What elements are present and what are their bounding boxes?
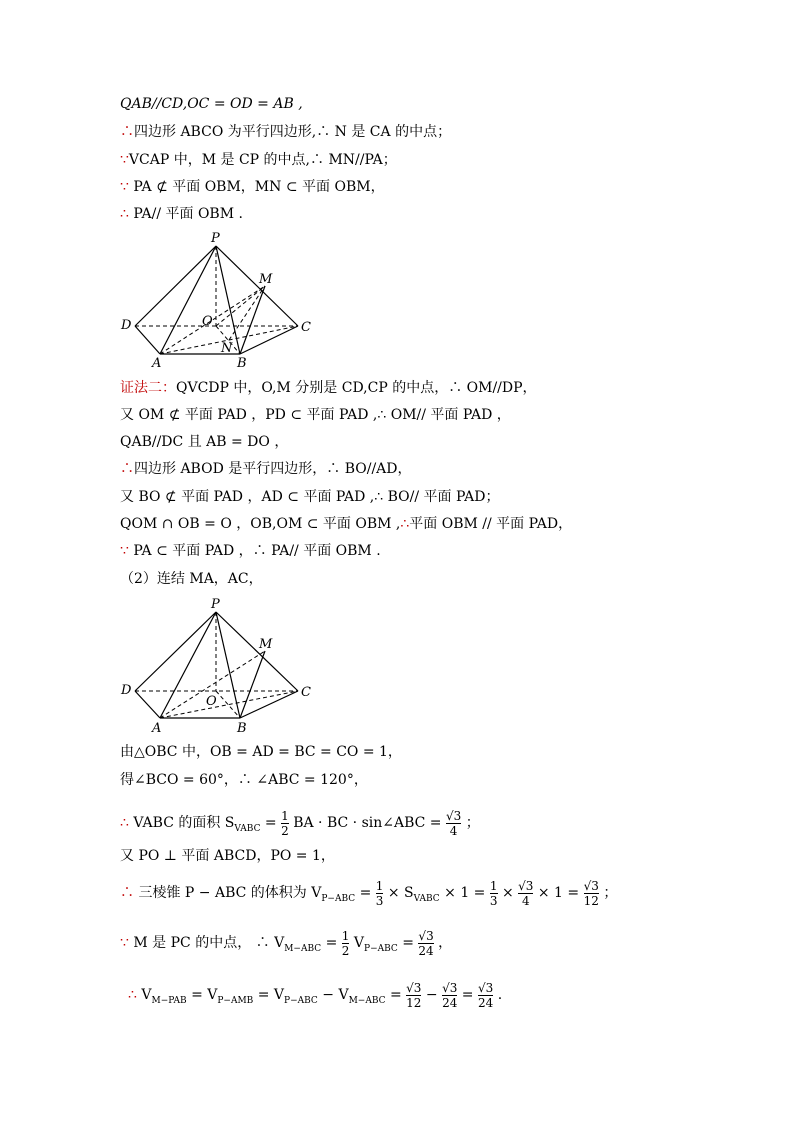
label-C: C bbox=[301, 320, 311, 335]
label-D: D bbox=[121, 683, 132, 698]
label-D: D bbox=[121, 318, 132, 333]
label-P: P bbox=[211, 231, 220, 246]
label-A: A bbox=[152, 721, 162, 736]
formula-line: ∴ 三棱锥 P − ABC 的体积为 $V_{P-ABC}$ = $\frac{1}{3}$ × $S_{VABC} \times 1$ = $\frac{1}{3}$ × $\frac{√3}{4}$ × 1 = $\frac{√3}{12}$ ； bbox=[120, 878, 618, 908]
text-line: 又 PO ⊥ 平面 ABCD，PO = 1， bbox=[120, 848, 335, 864]
text-line: ∴四边形 ABCO 为平行四边形,∴ N 是 CA 的中点； bbox=[120, 124, 452, 140]
label-A: A bbox=[152, 356, 162, 370]
text-line: 又 OM ⊄ 平面 PAD ，PD ⊂ 平面 PAD ,∴ OM// 平面 PAD ， bbox=[120, 407, 511, 423]
label-B: B bbox=[237, 356, 247, 370]
label-O: O bbox=[202, 314, 213, 329]
label-N: N bbox=[221, 341, 233, 356]
text-line: （2）连结 MA，AC， bbox=[120, 571, 263, 587]
label-C: C bbox=[301, 685, 311, 700]
label-O: O bbox=[206, 694, 217, 709]
text-line: ∵VCAP 中，M 是 CP 的中点,∴ MN//PA； bbox=[120, 152, 397, 168]
text-line: 证法二：QVCDP 中，O,M 分别是 CD,CP 的中点，∴ OM//DP， bbox=[120, 380, 537, 396]
pyramid-figure-2 bbox=[115, 594, 325, 736]
text-line: QAB//CD,OC = OD = AB , bbox=[120, 96, 303, 112]
text-line: ∵ PA ⊂ 平面 PAD ，∴ PA// 平面 OBM . bbox=[120, 543, 381, 559]
label-P: P bbox=[211, 597, 220, 612]
formula-line: ∴ $V_{M-PAB} = V_{P-AMB} = V_{P-ABC} - V_{M-ABC}$ = $\frac{√3}{12}$ − $\frac{√3}{24}$ = $\frac{√3}{24}$ . bbox=[128, 980, 503, 1010]
text-line: 得∠BCO = 60°，∴ ∠ABC = 120°， bbox=[120, 772, 368, 788]
label-M: M bbox=[259, 272, 273, 287]
text-line: ∵ PA ⊄ 平面 OBM，MN ⊂ 平面 OBM， bbox=[120, 179, 385, 195]
text-line: 又 BO ⊄ 平面 PAD ，AD ⊂ 平面 PAD ,∴ BO// 平面 PAD； bbox=[120, 489, 500, 505]
label-B: B bbox=[237, 721, 247, 736]
text-line: QAB//DC 且 AB = DO ， bbox=[120, 434, 289, 450]
formula-line: ∵ M 是 PC 的中点， ∴ $V_{M-ABC}$ = $\frac{1}{2}$ $V_{P-ABC}$ = $\frac{√3}{24}$ ， bbox=[120, 928, 453, 958]
text-line: 由△OBC 中，OB = AD = BC = CO = 1， bbox=[120, 744, 402, 760]
text-line: ∴ PA// 平面 OBM . bbox=[120, 206, 243, 222]
formula-line: ∴ VABC 的面积 $S_{VABC}$ = $\frac{1}{2}$ BA · BC · sin∠ABC = $\frac{√3}{4}$ ； bbox=[120, 808, 480, 838]
pyramid-figure-1 bbox=[115, 228, 325, 370]
label-M: M bbox=[259, 637, 273, 652]
text-line: ∴四边形 ABOD 是平行四边形，∴ BO//AD， bbox=[120, 461, 412, 477]
text-line: QOM ∩ OB = O ，OB,OM ⊂ 平面 OBM ,∴平面 OBM // 平面 PAD， bbox=[120, 516, 573, 532]
